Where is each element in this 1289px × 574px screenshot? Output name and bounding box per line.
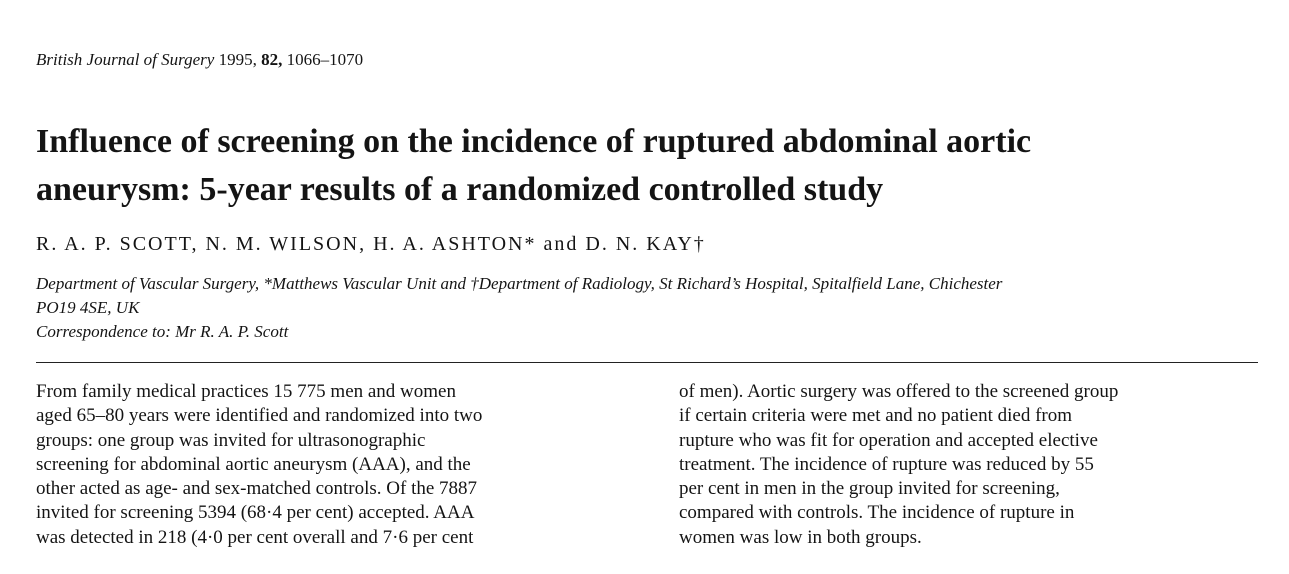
title-line: Influence of screening on the incidence of ruptured abdominal aortic — [36, 123, 1032, 160]
abstract-line: screening for abdominal aortic aneurysm (AAA), and the — [36, 453, 471, 475]
abstract-line: invited for screening 5394 (68·4 per cent) accepted. AAA — [36, 502, 475, 524]
abstract-line: per cent in men in the group invited for screening, — [679, 478, 1060, 500]
affiliation-line: PO19 4SE, UK — [36, 298, 140, 317]
abstract-line: of men). Aortic surgery was offered to the screened group — [679, 381, 1119, 402]
abstract-line: treatment. The incidence of rupture was reduced by 55 — [679, 453, 1094, 475]
section-divider — [36, 362, 1258, 363]
abstract-line: groups: one group was invited for ultrasonographic — [36, 429, 426, 451]
abstract-line: if certain criteria were met and no patient died from — [679, 405, 1073, 427]
abstract-line: compared with controls. The incidence of rupture in — [679, 502, 1075, 524]
paper-title — [36, 118, 1256, 214]
journal-citation — [36, 50, 363, 70]
abstract-line: was detected in 218 (4·0 per cent overall and 7·6 per cent — [36, 526, 474, 548]
journal-volume: 82, — [261, 50, 283, 69]
affiliation-line: Department of Vascular Surgery, *Matthews Vascular Unit and †Department of Radiology, St Richard’s Hospital, Spitalfield Lane, Chichester — [36, 274, 1003, 293]
journal-name: British Journal of Surgery — [36, 50, 215, 69]
journal-year: 1995, — [218, 50, 257, 69]
abstract-right-column — [679, 380, 1269, 550]
abstract-line: aged 65–80 years were identified and randomized into two — [36, 405, 483, 427]
abstract-line: rupture who was fit for operation and accepted elective — [679, 429, 1098, 451]
abstract-left-column — [36, 380, 626, 550]
abstract-line: women was low in both groups. — [679, 526, 922, 548]
affiliation-block — [36, 272, 1256, 344]
abstract-line: other acted as age- and sex-matched controls. Of the 7887 — [36, 478, 478, 500]
correspondence-line: Correspondence to: Mr R. A. P. Scott — [36, 322, 289, 341]
author-list: R. A. P. SCOTT, N. M. WILSON, H. A. ASHTON* and D. N. KAY† — [36, 233, 706, 255]
journal-pages: 1066–1070 — [286, 50, 364, 69]
abstract-line: From family medical practices 15 775 men and women — [36, 381, 456, 402]
title-line: aneurysm: 5-year results of a randomized controlled study — [36, 171, 884, 208]
